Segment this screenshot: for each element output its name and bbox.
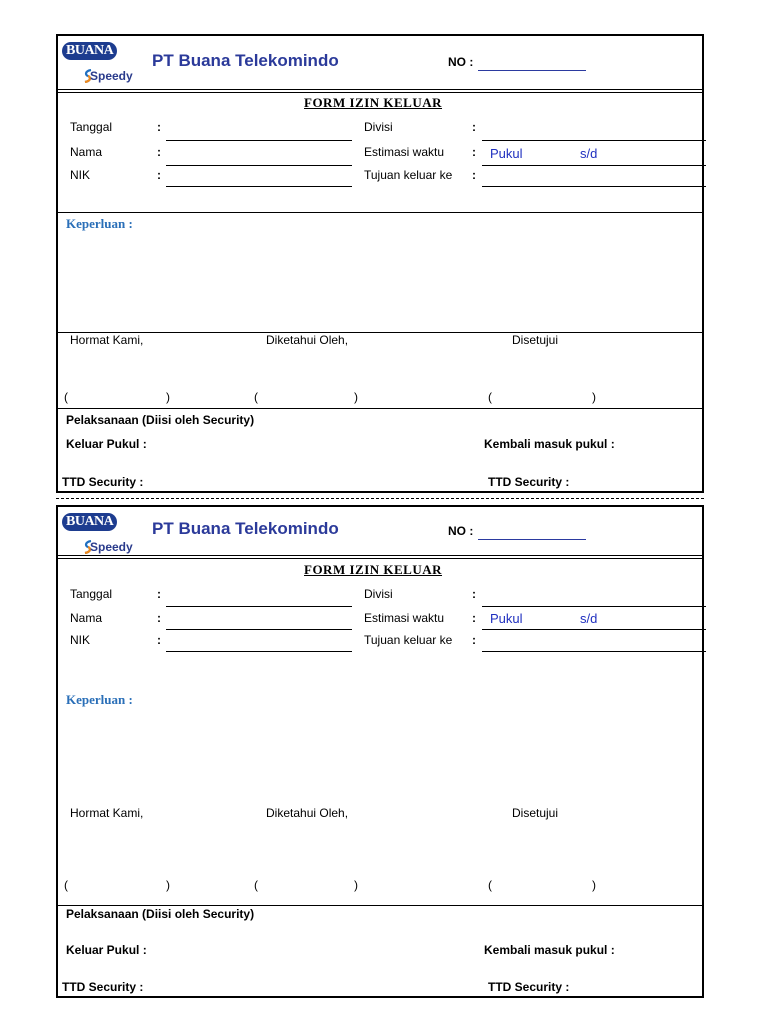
hormat-label: Hormat Kami,	[70, 333, 144, 347]
keperluan-field[interactable]	[62, 709, 698, 801]
ttd-security-left: TTD Security :	[62, 475, 144, 489]
signature-divider	[58, 408, 702, 409]
tujuan-colon: :	[472, 168, 476, 182]
header-divider-double	[58, 92, 702, 93]
keluar-pukul-label: Keluar Pukul :	[66, 437, 147, 451]
kembali-pukul-label: Kembali masuk pukul :	[484, 437, 615, 451]
nama-field[interactable]	[166, 165, 352, 166]
sign-1-open: (	[64, 390, 68, 404]
sign-3-open: (	[488, 390, 492, 404]
sd-label: s/d	[580, 611, 598, 626]
exit-permit-form-bottom	[56, 505, 704, 998]
keperluan-label: Keperluan :	[66, 216, 133, 231]
exit-permit-form-top	[56, 34, 704, 493]
nama-colon: :	[157, 611, 161, 625]
disetujui-label: Disetujui	[512, 333, 559, 347]
estimasi-colon: :	[472, 145, 476, 159]
no-label: NO :	[448, 55, 474, 69]
tujuan-label: Tujuan keluar ke	[364, 168, 453, 182]
signature-divider	[58, 905, 702, 906]
estimasi-label: Estimasi waktu	[364, 145, 445, 159]
logo-speedy-text: Speedy	[90, 540, 133, 554]
no-field[interactable]	[478, 70, 586, 71]
sign-2-open: (	[254, 390, 258, 404]
header-divider-double	[58, 558, 702, 559]
nama-label: Nama	[70, 611, 103, 625]
nik-label: NIK	[70, 168, 91, 182]
form-title: FORM IZIN KELUAR	[304, 95, 443, 110]
ttd-security-left: TTD Security :	[62, 980, 144, 994]
disetujui-label: Disetujui	[512, 806, 559, 820]
fields-divider	[58, 212, 702, 213]
divisi-label: Divisi	[364, 120, 393, 134]
tanggal-colon: :	[157, 587, 161, 601]
tanggal-field[interactable]	[166, 606, 352, 607]
sign-2-close: )	[354, 390, 358, 404]
estimasi-label: Estimasi waktu	[364, 611, 445, 625]
keperluan-field[interactable]	[62, 232, 698, 330]
kembali-pukul-label: Kembali masuk pukul :	[484, 943, 615, 957]
divisi-colon: :	[472, 587, 476, 601]
pukul-label: Pukul	[490, 611, 523, 626]
hormat-label: Hormat Kami,	[70, 806, 144, 820]
company-name: PT Buana Telekomindo	[152, 519, 339, 538]
sign-2-close: )	[354, 878, 358, 892]
sign-3-open: (	[488, 878, 492, 892]
divisi-colon: :	[472, 120, 476, 134]
header-divider	[58, 89, 702, 90]
pukul-label: Pukul	[490, 146, 523, 161]
nik-field[interactable]	[166, 186, 352, 187]
no-field[interactable]	[478, 539, 586, 540]
tujuan-field[interactable]	[482, 651, 706, 652]
sign-3-close: )	[592, 390, 596, 404]
keluar-pukul-label: Keluar Pukul :	[66, 943, 147, 957]
nama-field[interactable]	[166, 629, 352, 630]
sd-label: s/d	[580, 146, 598, 161]
no-label: NO :	[448, 524, 474, 538]
nik-colon: :	[157, 168, 161, 182]
logo-speedy-text: Speedy	[90, 69, 133, 83]
security-title: Pelaksanaan (Diisi oleh Security)	[66, 907, 255, 921]
divisi-field[interactable]	[482, 140, 706, 141]
cut-line	[56, 498, 704, 499]
estimasi-field[interactable]	[482, 629, 706, 630]
sign-2-open: (	[254, 878, 258, 892]
tanggal-colon: :	[157, 120, 161, 134]
buana-logo	[62, 42, 146, 88]
nama-colon: :	[157, 145, 161, 159]
security-title: Pelaksanaan (Diisi oleh Security)	[66, 413, 255, 427]
divisi-field[interactable]	[482, 606, 706, 607]
tujuan-colon: :	[472, 633, 476, 647]
nik-field[interactable]	[166, 651, 352, 652]
nik-colon: :	[157, 633, 161, 647]
logo-buana-text: BUANA	[62, 513, 117, 531]
header-divider	[58, 555, 702, 556]
tujuan-label: Tujuan keluar ke	[364, 633, 453, 647]
keperluan-divider	[58, 332, 702, 333]
tujuan-field[interactable]	[482, 186, 706, 187]
tanggal-label: Tanggal	[70, 120, 113, 134]
diketahui-label: Diketahui Oleh,	[266, 333, 349, 347]
estimasi-field[interactable]	[482, 165, 706, 166]
buana-logo	[62, 513, 146, 559]
logo-buana-text: BUANA	[62, 42, 117, 60]
keperluan-label: Keperluan :	[66, 692, 133, 707]
divisi-label: Divisi	[364, 587, 393, 601]
nik-label: NIK	[70, 633, 91, 647]
sign-3-close: )	[592, 878, 596, 892]
estimasi-colon: :	[472, 611, 476, 625]
ttd-security-right: TTD Security :	[488, 475, 570, 489]
tanggal-label: Tanggal	[70, 587, 113, 601]
sign-1-close: )	[166, 390, 170, 404]
tanggal-field[interactable]	[166, 140, 352, 141]
form-title: FORM IZIN KELUAR	[304, 562, 443, 577]
company-name: PT Buana Telekomindo	[152, 51, 339, 70]
diketahui-label: Diketahui Oleh,	[266, 806, 349, 820]
nama-label: Nama	[70, 145, 103, 159]
ttd-security-right: TTD Security :	[488, 980, 570, 994]
sign-1-close: )	[166, 878, 170, 892]
sign-1-open: (	[64, 878, 68, 892]
